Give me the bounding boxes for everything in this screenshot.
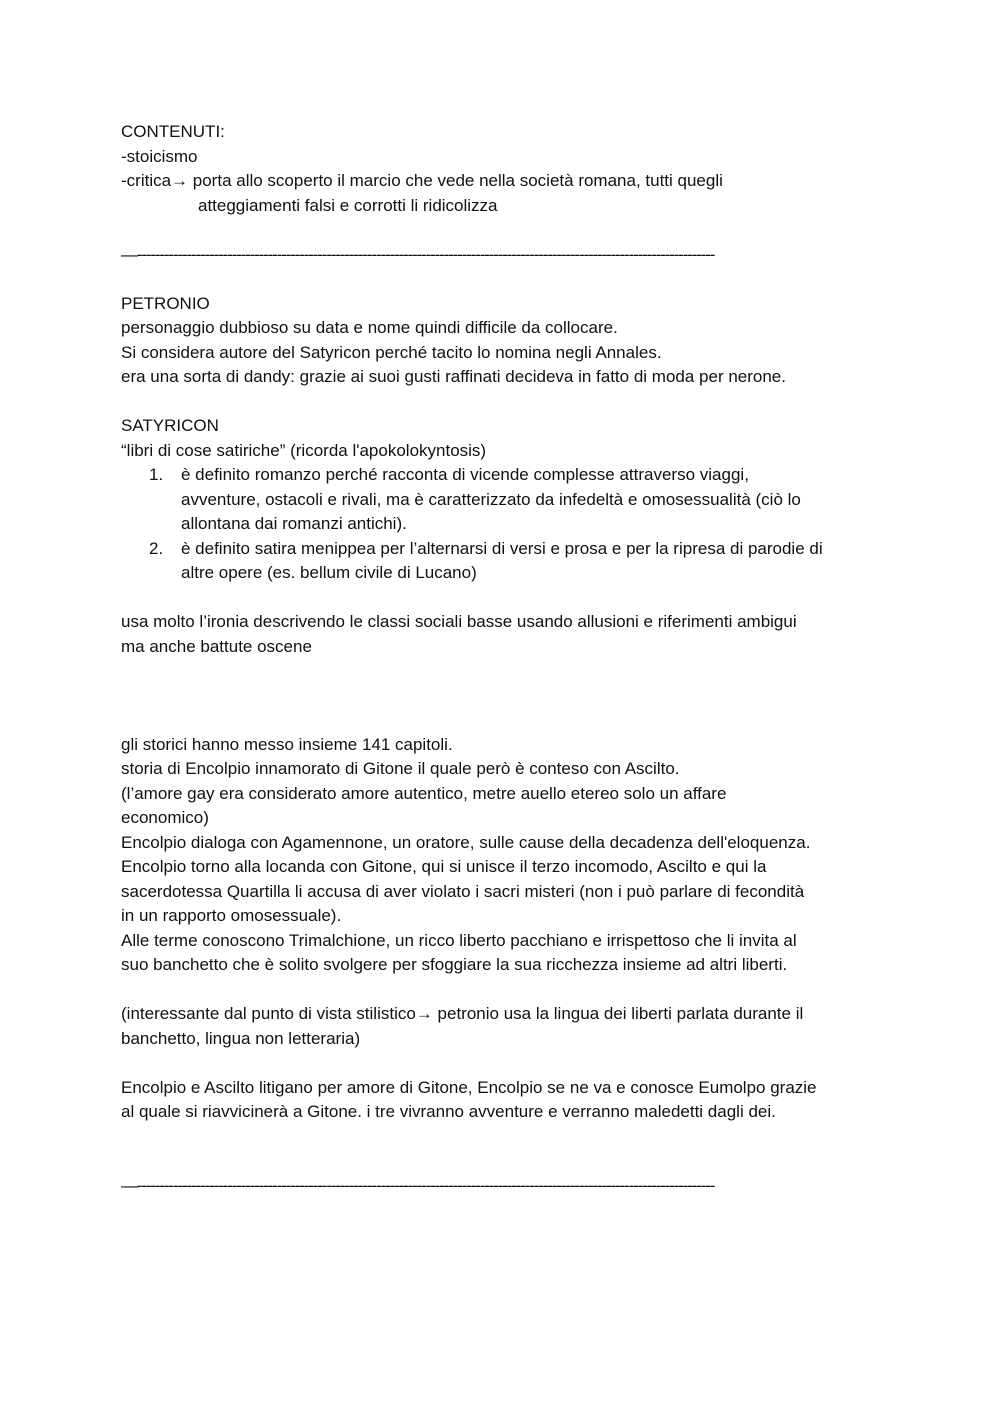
satyricon-list — [121, 463, 881, 586]
document-body — [121, 120, 881, 1198]
trama-line: (l’amore gay era considerato amore autentico, metre auello etereo solo un affare — [121, 783, 727, 803]
spacer — [121, 267, 881, 292]
satyricon-subtitle: “libri di cose satiriche” (ricorda l'apokolokyntosis) — [121, 440, 487, 460]
spacer — [121, 586, 881, 611]
list-item-line: è definito satira menippea per l’alternarsi di versi e prosa e per la ripresa di parodie di — [181, 538, 823, 558]
spacer — [121, 659, 881, 684]
petronio-line: era una sorta di dandy: grazie ai suoi gusti raffinati decideva in fatto di moda per nerone. — [121, 367, 786, 386]
petronio-line: Si considera autore del Satyricon perché tacito lo nomina negli Annales. — [121, 342, 662, 362]
petronio-line: personaggio dubbioso su data e nome quindi difficile da collocare. — [121, 318, 618, 337]
list-number: 1. — [149, 465, 164, 484]
list-item-line: altre opere (es. bellum civile di Lucano) — [181, 563, 477, 582]
trama-line: gli storici hanno messo insieme 141 capitoli. — [121, 734, 453, 754]
trama-line: in un rapporto omosessuale). — [121, 906, 342, 925]
final-line: Encolpio e Ascilto litigano per amore di Gitone, Encolpio se ne va e conosce Eumolpo grazie — [121, 1077, 817, 1097]
trama-line: economico) — [121, 808, 209, 827]
list-item-line: è definito romanzo perché racconta di vicende complesse attraverso viaggi, — [181, 465, 749, 484]
contenuti-item-stoicismo: -stoicismo — [121, 146, 198, 166]
spacer — [121, 218, 881, 243]
list-number: 2. — [149, 538, 164, 558]
section-divider: —-------------------------------------------------------------------------------------------------------------------------------- — [121, 1175, 715, 1195]
section-divider: —-------------------------------------------------------------------------------------------------------------------------------- — [121, 244, 715, 264]
contenuti-heading: CONTENUTI: — [121, 122, 225, 141]
irony-line: usa molto l’ironia descrivendo le classi sociali basse usando allusioni e riferimenti ambigui — [121, 612, 797, 631]
trama-line: sacerdotessa Quartilla li accusa di aver violato i sacri misteri (non i può parlare di fecondità — [121, 881, 805, 901]
spacer — [121, 978, 881, 1003]
petronio-heading: PETRONIO — [121, 293, 210, 313]
spacer — [121, 390, 881, 415]
trama-line: Alle terme conoscono Trimalchione, un ricco liberto pacchiano e irrispettoso che li invita al — [121, 930, 797, 950]
note-line: (interessante dal punto di vista stilistico→ petronio usa la lingua dei liberti parlata durante il — [121, 1004, 804, 1023]
final-line: al quale si riavvicinerà a Gitone. i tre vivranno avventure e verranno maledetti dagli dei. — [121, 1102, 776, 1121]
list-item-line: allontana dai romanzi antichi). — [181, 514, 407, 533]
spacer — [121, 1149, 881, 1174]
satyricon-heading: SATYRICON — [121, 416, 219, 435]
contenuti-item-critica: -critica→ porta allo scoperto il marcio che vede nella società romana, tutti quegli — [121, 171, 723, 190]
irony-line: ma anche battute oscene — [121, 636, 312, 656]
trama-line: suo banchetto che è solito svolgere per sfoggiare la sua ricchezza insieme ad altri liberti. — [121, 955, 788, 974]
trama-line: Encolpio dialoga con Agamennone, un oratore, sulle cause della decadenza dell'eloquenza. — [121, 832, 811, 852]
trama-line: Encolpio torno alla locanda con Gitone, qui si unisce il terzo incomodo, Ascilto e qui la — [121, 857, 767, 876]
list-item — [121, 463, 881, 537]
list-item-line: avventure, ostacoli e rivali, ma è caratterizzato da infedeltà e omosessualità (ciò lo — [181, 489, 801, 509]
spacer — [121, 1125, 881, 1150]
spacer — [121, 684, 881, 709]
list-item — [121, 537, 881, 586]
spacer — [121, 1051, 881, 1076]
contenuti-item-critica-continued: atteggiamenti falsi e corrotti li ridicolizza — [198, 195, 498, 215]
note-line: banchetto, lingua non letteraria) — [121, 1028, 361, 1048]
trama-line: storia di Encolpio innamorato di Gitone il quale però è conteso con Ascilto. — [121, 759, 680, 778]
spacer — [121, 708, 881, 733]
